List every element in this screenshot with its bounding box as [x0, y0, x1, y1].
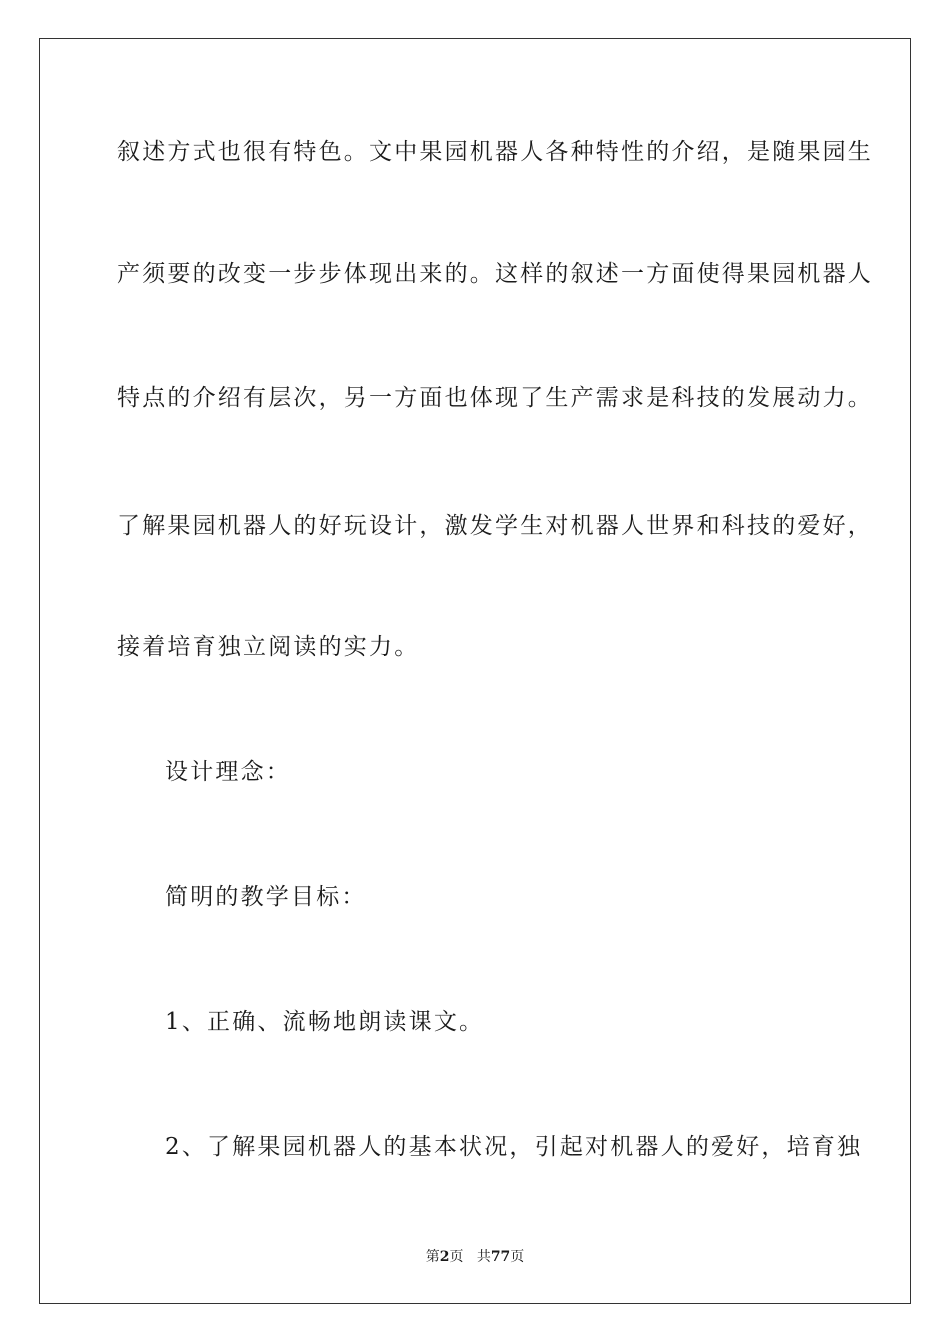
footer-page-suffix: 页: [449, 1249, 464, 1265]
text-line-2: 产须要的改变一步步体现出来的。这样的叙述一方面使得果园机器人: [117, 261, 873, 287]
text-line-4: 了解果园机器人的好玩设计，激发学生对机器人世界和科技的爱好，: [117, 513, 873, 539]
heading-design-concept: 设计理念：: [165, 759, 291, 785]
footer-total-prefix: 共: [476, 1249, 491, 1265]
footer-total-suffix: 页: [510, 1249, 525, 1265]
text-line-1: 叙述方式也很有特色。文中果园机器人各种特性的介绍，是随果园生: [117, 139, 873, 165]
heading-teaching-goals: 简明的教学目标：: [165, 884, 367, 910]
footer-prefix: 第: [425, 1249, 440, 1265]
text-line-3: 特点的介绍有层次，另一方面也体现了生产需求是科技的发展动力。: [117, 385, 873, 411]
goal-item-1: 1、正确、流畅地朗读课文。: [165, 1009, 485, 1035]
total-page-count: 77: [490, 1249, 511, 1265]
goal-item-2: 2、了解果园机器人的基本状况，引起对机器人的爱好，培育独: [165, 1134, 863, 1160]
page-footer: [0, 1248, 950, 1266]
current-page-number: 2: [439, 1249, 450, 1265]
text-line-5: 接着培育独立阅读的实力。: [117, 634, 420, 660]
page-frame: [39, 38, 911, 1304]
